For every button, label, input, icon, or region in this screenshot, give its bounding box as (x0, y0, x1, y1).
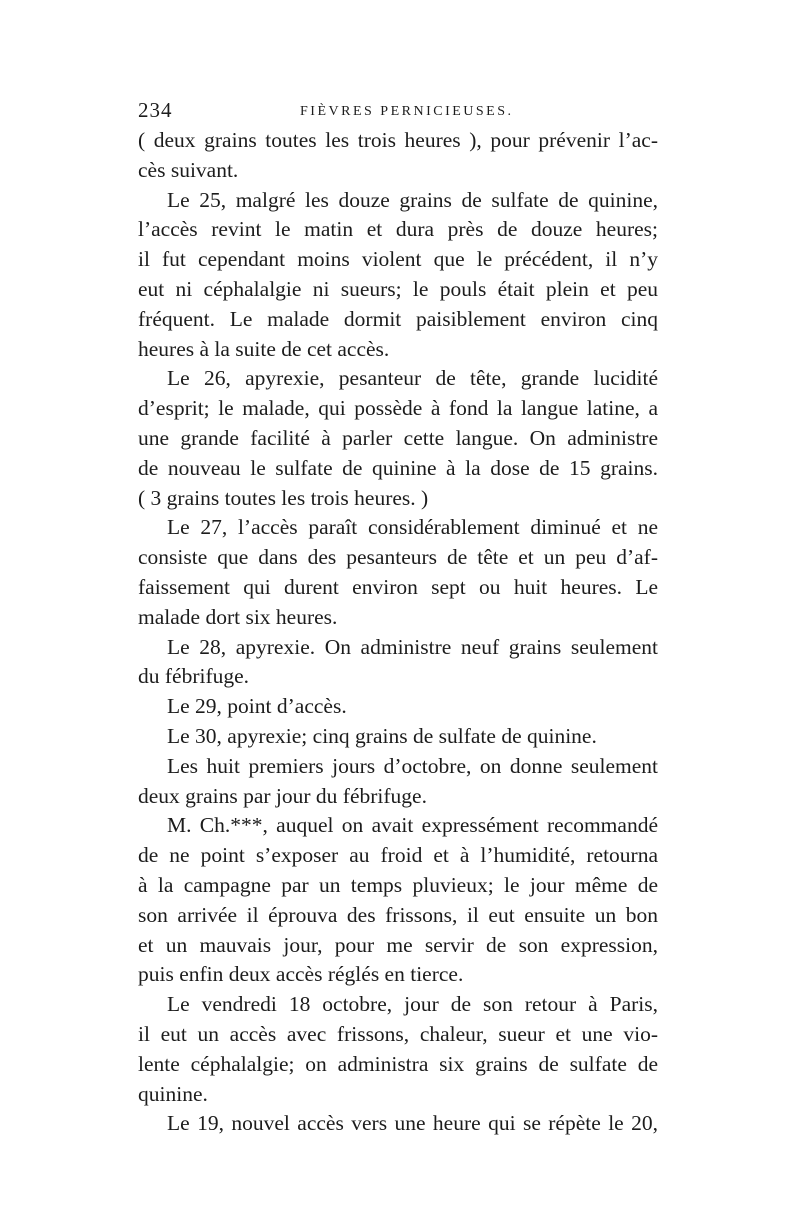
page-number: 234 (138, 98, 173, 122)
text-line: deux grains par jour du fébrifuge. (138, 783, 427, 808)
text-line: de nouveau le sulfate de quinine à la dose de 15 grains. (138, 455, 658, 480)
text-line: à la campagne par un temps pluvieux; le jour même de (138, 872, 658, 897)
text-line: et un mauvais jour, pour me servir de son expression, (138, 932, 658, 957)
page-header (138, 98, 656, 128)
text-line: eut ni céphalalgie ni sueurs; le pouls était plein et peu (138, 276, 658, 301)
text-line: il eut un accès avec frissons, chaleur, sueur et une vio- (138, 1021, 658, 1046)
text-line: malade dort six heures. (138, 604, 338, 629)
text-line: Le 19, nouvel accès vers une heure qui se répète le 20, (167, 1111, 658, 1136)
text-line: d’esprit; le malade, qui possède à fond la langue latine, a (138, 396, 658, 421)
text-line: puis enfin deux accès réglés en tierce. (138, 962, 464, 987)
text-line: ( deux grains toutes les trois heures ), pour prévenir l’ac- (138, 128, 658, 152)
text-line: cès suivant. (138, 157, 239, 182)
text-line: consiste que dans des pesanteurs de tête et un peu d’af- (138, 545, 658, 570)
text-line: Le 25, malgré les douze grains de sulfate de quinine, (167, 187, 658, 212)
text-line: Le 28, apyrexie. On administre neuf grains seulement (167, 634, 658, 659)
text-line: fréquent. Le malade dormit paisiblement environ cinq (138, 306, 658, 331)
text-line: M. Ch.***, auquel on avait expressément recommandé (167, 813, 658, 838)
text-line: de ne point s’exposer au froid et à l’humidité, retourna (138, 843, 658, 868)
text-line: Le 27, l’accès paraît considérablement diminué et ne (167, 515, 658, 540)
text-line: lente céphalalgie; on administra six grains de sulfate de (138, 1051, 658, 1076)
running-title: FIÈVRES PERNICIEUSES. (300, 104, 514, 119)
text-line: Les huit premiers jours d’octobre, on donne seulement (167, 753, 658, 778)
text-line: du fébrifuge. (138, 664, 250, 689)
text-line: l’accès revint le matin et dura près de douze heures; (138, 217, 658, 242)
text-line: Le 26, apyrexie, pesanteur de tête, grande lucidité (167, 366, 658, 391)
text-line: il fut cependant moins violent que le précédent, il n’y (138, 247, 658, 272)
text-line: une grande facilité à parler cette langue. On administre (138, 425, 658, 450)
text-line: heures à la suite de cet accès. (138, 336, 390, 361)
text-line: quinine. (138, 1081, 208, 1106)
text-line: son arrivée il éprouva des frissons, il eut ensuite un bon (138, 902, 658, 927)
text-line: ( 3 grains toutes les trois heures. ) (138, 485, 429, 510)
body-text (138, 126, 658, 1139)
text-line: Le vendredi 18 octobre, jour de son retour à Paris, (167, 992, 658, 1017)
text-line: Le 30, apyrexie; cinq grains de sulfate de quinine. (167, 723, 597, 748)
text-line: faissement qui durent environ sept ou huit heures. Le (138, 574, 658, 599)
text-line: Le 29, point d’accès. (167, 694, 347, 719)
